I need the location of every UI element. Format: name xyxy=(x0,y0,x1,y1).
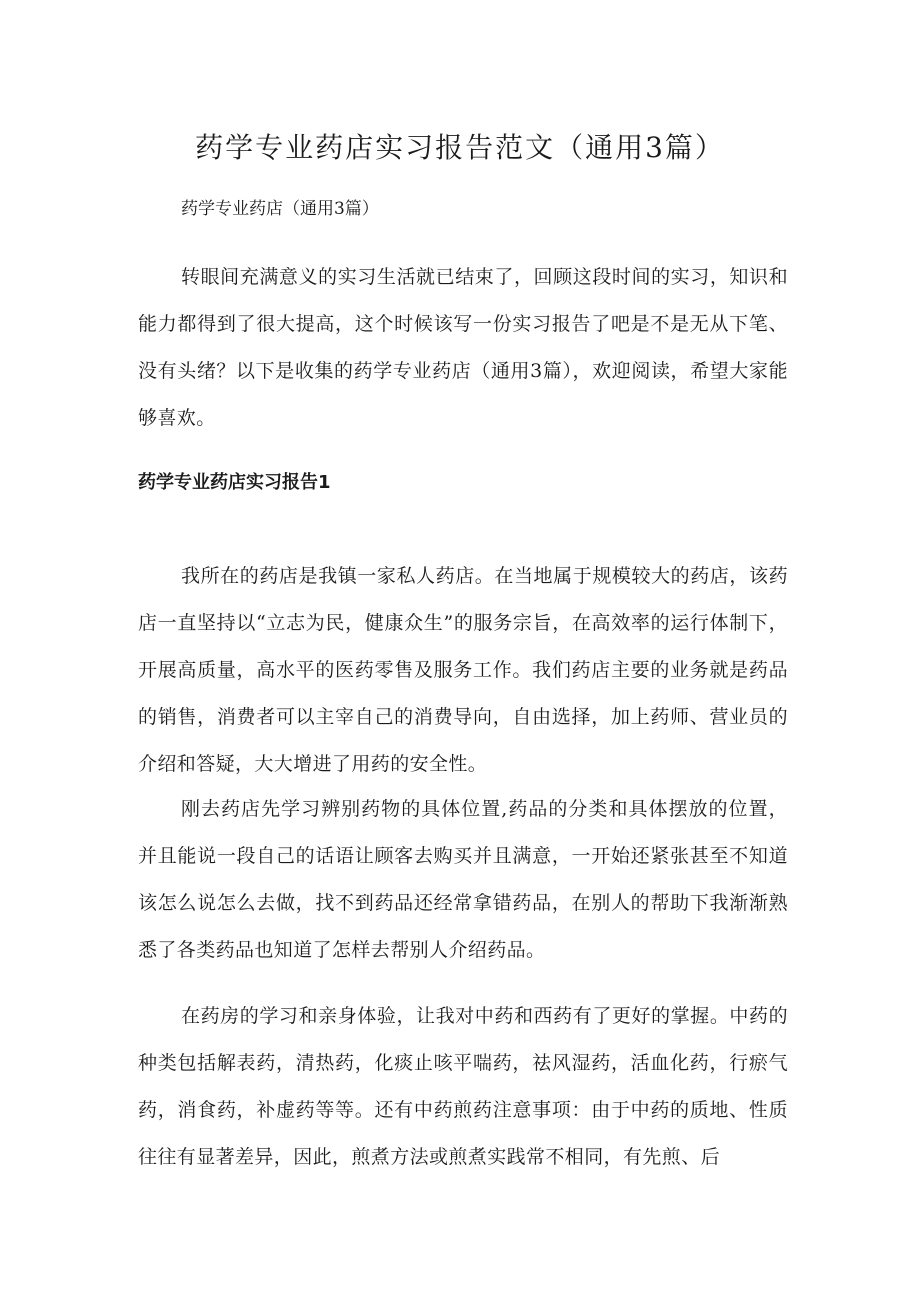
body-paragraph-2: 刚去药店先学习辨别药物的具体位置,药品的分类和具体摆放的位置，并且能说一段自己的话语让顾客去购买并且满意，一开始还紧张甚至不知道该怎么说怎么去做，找不到药品还经常拿错药品，在别人的帮助下我渐渐熟悉了各类药品也知道了怎样去帮别人介绍药品。 xyxy=(138,798,788,961)
intro-paragraph: 转眼间充满意义的实习生活就已结束了，回顾这段时间的实习，知识和能力都得到了很大提高，这个时候该写一份实习报告了吧是不是无从下笔、没有头绪？以下是收集的药学专业药店（通用3篇），欢迎阅读，希望大家能够喜欢。 xyxy=(138,266,788,429)
document-subtitle: 药学专业药店（通用3篇） xyxy=(181,199,379,219)
body-paragraph-3: 在药房的学习和亲身体验，让我对中药和西药有了更好的掌握。中药的种类包括解表药，清热药，化痰止咳平喘药，祛风湿药，活血化药，行瘀气药，消食药，补虚药等等。还有中药煎药注意事项：由于中药的质地、性质往往有显著差异，因此，煎煮方法或煎煮实践常不相同，有先煎、后 xyxy=(138,1005,788,1168)
section-heading: 药学专业药店实习报告1 xyxy=(138,472,331,493)
body-paragraph-1: 我所在的药店是我镇一家私人药店。在当地属于规模较大的药店，该药店一直坚持以“立志为民，健康众生”的服务宗旨，在高效率的运行体制下，开展高质量，高水平的医药零售及服务工作。我们药店主要的业务就是药品的销售，消费者可以主宰自己的消费导向，自由选择，加上药师、营业员的介绍和答疑，大大增进了用药的安全性。 xyxy=(138,565,788,775)
document-title: 药学专业药店实习报告范文（通用3篇） xyxy=(195,131,725,164)
